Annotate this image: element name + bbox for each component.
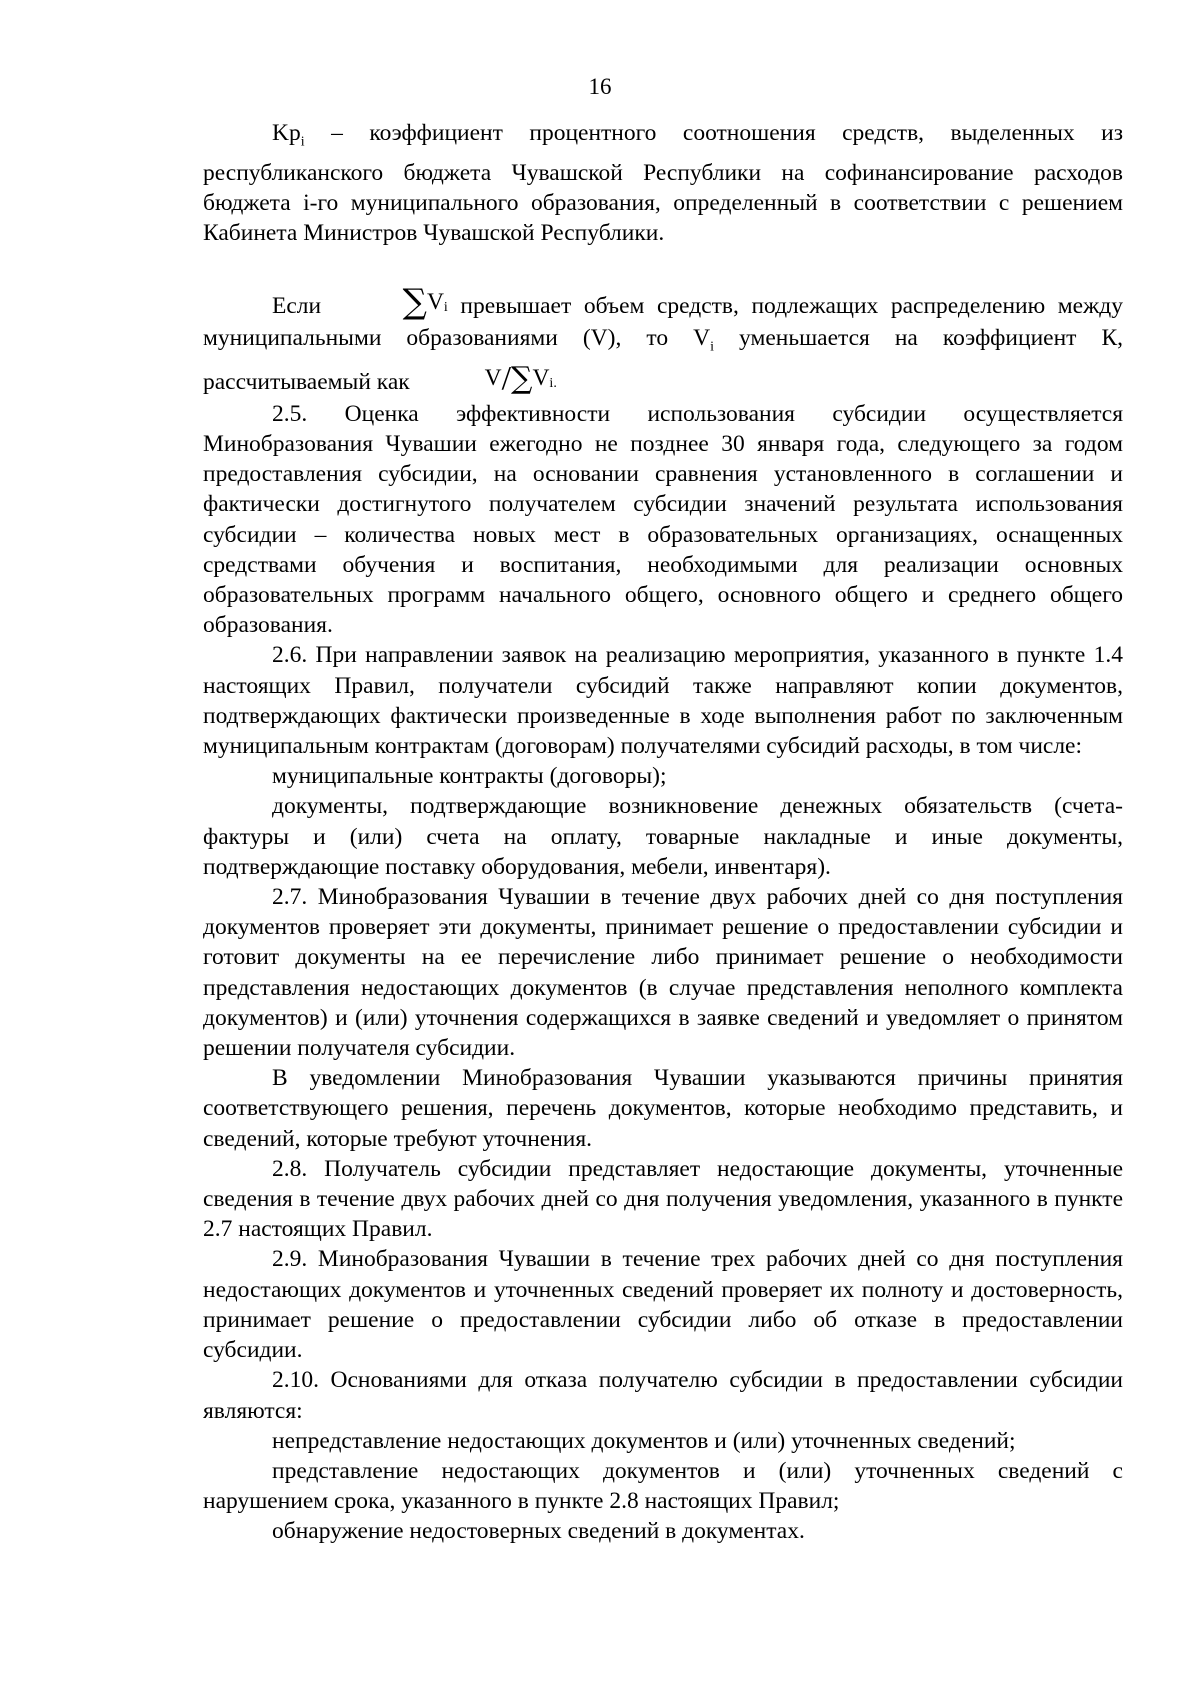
list-item-documents: документы, подтверждающие возникновение денежных обязательств (счета-фактуры и (или) счета на оплату, товарные накладные и иные документы, подтверждающие поставку оборудования, мебели, инвентаря). xyxy=(203,793,1123,880)
frac-slash: / xyxy=(501,359,512,397)
sum-sign: ∑ xyxy=(402,281,427,322)
kpi-symbol: Kp xyxy=(272,120,301,146)
list-item-late-submission: представление недостающих документов и (или) уточненных сведений с нарушением срока, указанного в пункте 2.8 настоящих Правил; xyxy=(203,1457,1123,1515)
frac-numerator: V xyxy=(484,364,502,391)
if-text-2: уменьшается на коэффициент К, рассчитываемый как xyxy=(203,324,1123,395)
paragraph-2-8: 2.8. Получатель субсидии представляет недостающие документы, уточненные сведения в течение двух рабочих дней со дня получения уведомления, указанного в пункте 2.7 настоящих Правил. xyxy=(203,1155,1123,1243)
v-letter: V xyxy=(426,288,444,315)
if-prefix: Если xyxy=(272,292,334,319)
frac-end: . xyxy=(553,375,557,391)
paragraph-2-10: 2.10. Основаниями для отказа получателю субсидии в предоставлении субсидии являются: xyxy=(203,1367,1123,1424)
kpi-definition xyxy=(203,118,1123,249)
frac-sum-sign: ∑ xyxy=(511,360,533,396)
paragraph-2-7: 2.7. Минобразования Чувашии в течение двух рабочих дней со дня поступления документов проверяет эти документы, принимает решение о предоставлении субсидии и готовит документы на ее перечисление либо принимает решение о необходимости представления недостающих документов (в случае представления неполного комплекта документов) и (или) уточнения содержащихся в заявке сведений и уведомляет о принятом решении получателя субсидии. xyxy=(203,884,1123,1062)
sum-condition-paragraph xyxy=(203,281,1123,399)
kpi-subscript: i xyxy=(300,134,305,150)
frac-v-subscript: i xyxy=(549,375,554,391)
page-number: 16 xyxy=(588,74,612,99)
list-item-unreliable-info: обнаружение недостоверных сведений в документах. xyxy=(272,1518,805,1545)
paragraph-gap xyxy=(203,249,1123,287)
frac-v-letter: V xyxy=(532,364,550,391)
if-text-1: превышает объем средств, подлежащих распределению между муниципальными образованиями (V), то V xyxy=(203,292,1123,351)
paragraph-2-5: 2.5. Оценка эффективности использования субсидии осуществляется Минобразования Чувашии ежегодно не позднее 30 января года, следующего за годом предоставления субсидии, на основании сравнения установленного в соглашении и фактически достигнутого получателем субсидии значений результата использования субсидии – количества новых мест в образовательных организациях, оснащенных средствами обучения и воспитания, необходимыми для реализации основных образовательных программ начального общего, основного общего и среднего общего образования. xyxy=(203,400,1123,639)
paragraph-notification: В уведомлении Минобразования Чувашии указываются причины принятия соответствующего решения, перечень документов, которые необходимо представить, и сведений, которые требуют уточнения. xyxy=(203,1065,1123,1152)
kpi-text: – коэффициент процентного соотношения средств, выделенных из республиканского бюджета Чувашской Республики на софинансирование расходов бюджета i-го муниципального образования, определенный в соответствии с решением Кабинета Министров Чувашской Республики. xyxy=(203,120,1123,247)
v-subscript: i xyxy=(443,299,448,315)
sum-vi-formula xyxy=(334,281,448,323)
paragraph-2-6: 2.6. При направлении заявок на реализацию мероприятия, указанного в пункте 1.4 настоящих Правил, получатели субсидий также направляют копии документов, подтверждающих фактически произведенные в ходе выполнения работ по заключенным муниципальным контрактам (договорам) получателями субсидий расходы, в том числе: xyxy=(203,642,1123,760)
coefficient-formula xyxy=(416,359,557,399)
paragraph-2-9: 2.9. Минобразования Чувашии в течение трех рабочих дней со дня поступления недостающих документов и уточненных сведений проверяет их полноту и достоверность, принимает решение о предоставлении субсидии либо об отказе в предоставлении субсидии. xyxy=(203,1246,1123,1364)
list-item-contracts: муниципальные контракты (договоры); xyxy=(272,763,667,790)
vi-subscript: i xyxy=(710,339,714,355)
list-item-non-submission: непредставление недостающих документов и (или) уточненных сведений; xyxy=(272,1427,1016,1454)
document-body xyxy=(203,118,1123,1547)
